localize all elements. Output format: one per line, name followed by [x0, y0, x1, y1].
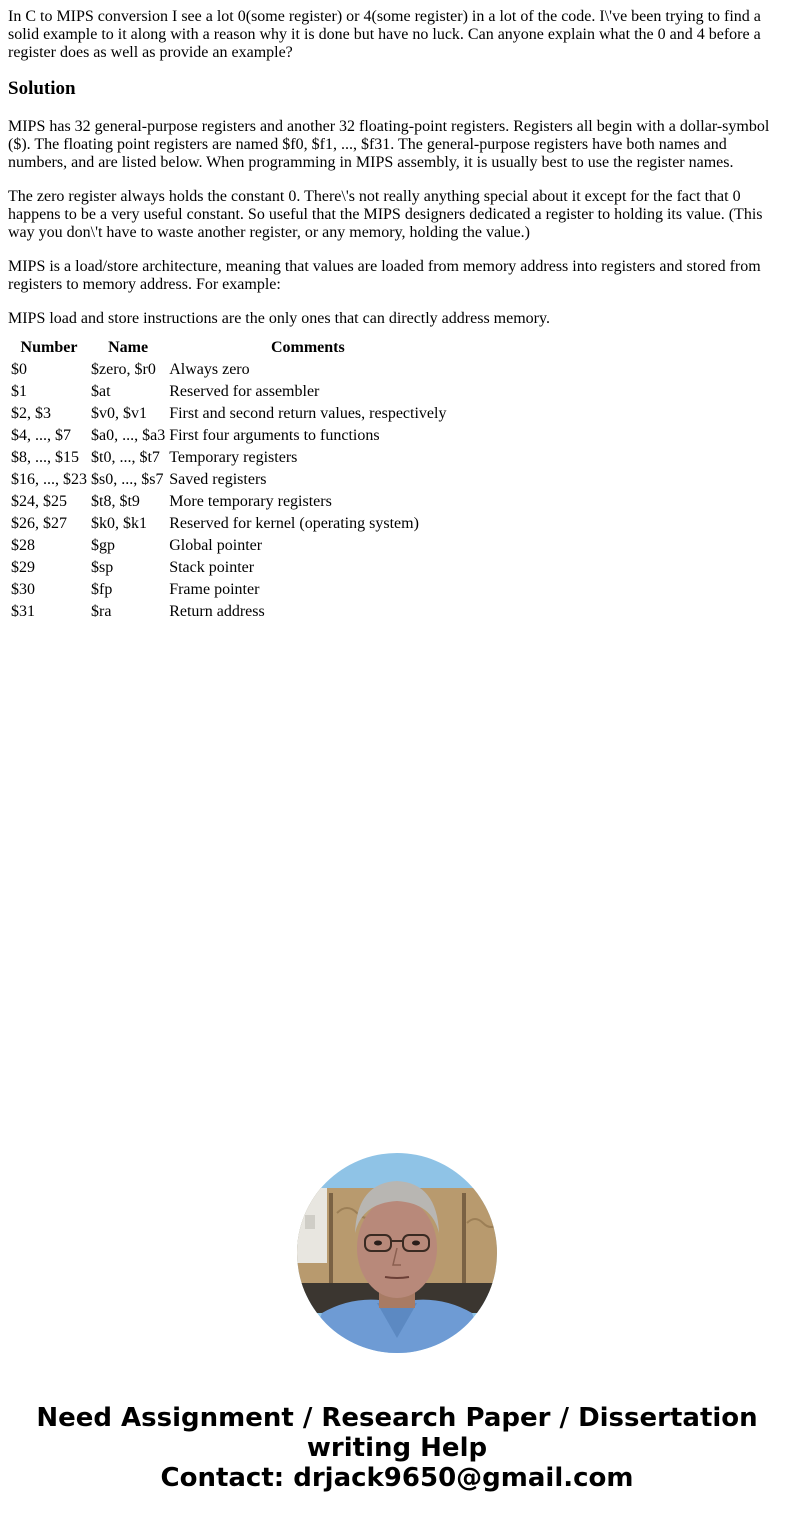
- solution-paragraph-load-store: MIPS is a load/store architecture, meaning that values are loaded from memory address into registers and stored from registers to memory address. For example:: [8, 258, 761, 293]
- promo-contact: Contact: drjack9650@gmail.com: [160, 1463, 634, 1493]
- cell-comment: First and second return values, respectively: [169, 405, 447, 422]
- cell-name: $a0, ..., $a3: [91, 427, 166, 444]
- table-row: [10, 360, 447, 380]
- cell-comment: Reserved for assembler: [169, 383, 320, 400]
- author-avatar: [297, 1153, 497, 1353]
- cell-number: $1: [11, 383, 27, 400]
- solution-paragraph-memory-access: MIPS load and store instructions are the only ones that can directly address memory.: [8, 310, 550, 327]
- cell-number: $16, ..., $23: [11, 471, 87, 488]
- cell-name: $k0, $k1: [91, 515, 147, 532]
- solution-paragraph-zero-register: The zero register always holds the constant 0. There\'s not really anything special about it except for the fact that 0 happens to be a very useful constant. So useful that the MIPS designers dedicated a register to holding its value. (This way you don\'t have to waste another register, or any memory, holding the value.): [8, 188, 763, 241]
- cell-comment: More temporary registers: [169, 493, 332, 510]
- solution-paragraph-registers: MIPS has 32 general-purpose registers and another 32 floating-point registers. Registers all begin with a dollar-symbol ($). The floating point registers are named $f0, $f1, ..., $f31. The general-purpose registers have both names and numbers, and are listed below. When programming in MIPS assembly, it is usually best to use the register names.: [8, 118, 770, 171]
- cell-number: $8, ..., $15: [11, 449, 79, 466]
- cell-number: $4, ..., $7: [11, 427, 71, 444]
- cell-comment: Reserved for kernel (operating system): [169, 515, 419, 532]
- cell-number: $29: [11, 559, 35, 576]
- table-header-row: [10, 338, 447, 358]
- table-row: [10, 470, 447, 490]
- promo-line-1: Need Assignment / Research Paper / Dissertation: [36, 1403, 758, 1433]
- question-text: In C to MIPS conversion I see a lot 0(some register) or 4(some register) in a lot of the code. I\'ve been trying to find a solid example to it along with a reason why it is done but have no luck. Can anyone explain what the 0 and 4 before a register does as well as provide an example?: [8, 8, 761, 61]
- cell-number: $31: [11, 603, 35, 620]
- register-table: [8, 336, 449, 624]
- cell-name: $v0, $v1: [91, 405, 147, 422]
- promo-banner: [0, 1403, 794, 1493]
- cell-name: $s0, ..., $s7: [91, 471, 164, 488]
- table-row: [10, 492, 447, 512]
- table-row: [10, 558, 447, 578]
- document-content: [8, 8, 786, 624]
- cell-number: $2, $3: [11, 405, 51, 422]
- cell-name: $ra: [91, 603, 112, 620]
- solution-heading: Solution: [8, 78, 76, 99]
- table-row: [10, 404, 447, 424]
- header-comments: Comments: [270, 339, 345, 356]
- table-row: [10, 536, 447, 556]
- promo-line-2: writing Help: [306, 1433, 488, 1463]
- header-number: Number: [20, 339, 78, 356]
- cell-comment: Global pointer: [169, 537, 263, 554]
- cell-comment: Return address: [169, 603, 265, 620]
- cell-name: $t8, $t9: [91, 493, 140, 510]
- cell-number: $24, $25: [11, 493, 67, 510]
- cell-comment: First four arguments to functions: [169, 427, 380, 444]
- cell-name: $zero, $r0: [91, 361, 156, 378]
- cell-number: $28: [11, 537, 35, 554]
- cell-number: $30: [11, 581, 35, 598]
- table-row: [10, 602, 447, 622]
- cell-name: $sp: [91, 559, 114, 576]
- cell-number: $26, $27: [11, 515, 67, 532]
- cell-number: $0: [11, 361, 27, 378]
- cell-name: $fp: [91, 581, 113, 598]
- cell-comment: Frame pointer: [169, 581, 260, 598]
- cell-comment: Always zero: [169, 361, 250, 378]
- header-name: Name: [108, 339, 149, 356]
- person-portrait-icon: [297, 1153, 497, 1353]
- table-row: [10, 514, 447, 534]
- cell-comment: Temporary registers: [169, 449, 298, 466]
- table-row: [10, 448, 447, 468]
- table-row: [10, 426, 447, 446]
- cell-name: $gp: [91, 537, 115, 554]
- cell-name: $at: [91, 383, 111, 400]
- table-row: [10, 382, 447, 402]
- cell-comment: Stack pointer: [169, 559, 255, 576]
- cell-name: $t0, ..., $t7: [91, 449, 160, 466]
- cell-comment: Saved registers: [169, 471, 267, 488]
- table-row: [10, 580, 447, 600]
